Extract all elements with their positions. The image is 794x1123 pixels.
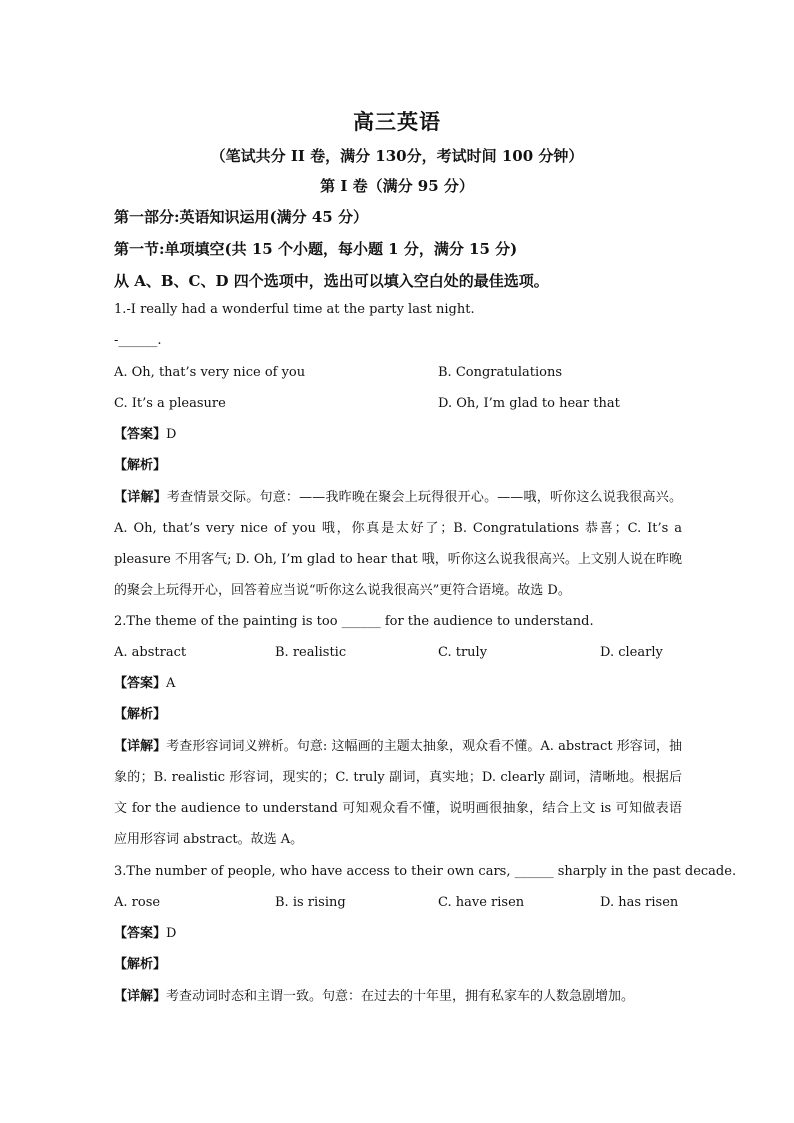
question-1-option-d: D. Oh, I’m glad to hear that	[438, 396, 620, 411]
question-3-option-a: A. rose	[114, 895, 161, 910]
question-2-option-d: D. clearly	[600, 645, 663, 660]
question-1-option-a: A. Oh, that’s very nice of you	[114, 365, 306, 380]
answer-label: 【答案】	[114, 926, 167, 941]
part-heading: 第一部分:英语知识运用(满分 45 分）	[114, 208, 368, 226]
question-1-response-blank: -______.	[114, 333, 162, 348]
question-2-answer	[114, 676, 175, 692]
question-3-analysis-label	[114, 957, 166, 973]
question-3-answer	[114, 926, 176, 942]
question-3-option-b: B. is rising	[275, 895, 346, 910]
answer-value: A	[166, 676, 176, 691]
analysis-label: 【解析】	[114, 957, 167, 972]
analysis-label: 【解析】	[114, 458, 167, 473]
answer-value: D	[166, 427, 177, 442]
question-2-option-b: B. realistic	[275, 645, 347, 660]
question-2-option-c: C. truly	[438, 645, 488, 660]
detail-label: 【详解】	[114, 989, 167, 1004]
question-2-analysis-label	[114, 707, 166, 723]
question-1-detail	[114, 482, 682, 606]
analysis-label: 【解析】	[114, 707, 167, 722]
detail-text: 考查情景交际。句意：——我昨晚在聚会上玩得很开心。——哦，听你这么说我很高兴。A. Oh, that’s very nice of you 哦，你真是太好了；B. Congratulations 恭喜；C. It’s a pleasure 不用客气; D. Oh, I’m glad to hear that 哦，听你这么说我很高兴。上文别人说在昨晚的聚会上玩得开心，回答着应当说“听你这么说我很高兴”更符合语境。故选 D。	[114, 490, 682, 598]
question-1-option-c: C. It’s a pleasure	[114, 396, 226, 411]
question-1-answer	[114, 427, 176, 443]
question-2-detail	[114, 731, 682, 855]
exam-info: （笔试共分 II 卷，满分 130分，考试时间 100 分钟）	[210, 147, 584, 165]
detail-label: 【详解】	[114, 739, 167, 754]
page-title: 高三英语	[353, 109, 441, 134]
detail-label: 【详解】	[114, 490, 167, 505]
detail-text: 考查形容词词义辨析。句意: 这幅画的主题太抽象，观众看不懂。A. abstract 形容词，抽象的；B. realistic 形容词，现实的；C. truly 副词，真实地；D. clearly 副词，清晰地。根据后文 for the audience to understand 可知观众看不懂，说明画很抽象，结合上文 is 可知做表语应用形容词 abstract。故选 A。	[114, 739, 682, 847]
question-2-stem: 2.The theme of the painting is too ______ for the audience to understand.	[114, 614, 594, 629]
answer-label: 【答案】	[114, 427, 167, 442]
instruction-text: 从 A、B、C、D 四个选项中，选出可以填入空白处的最佳选项。	[114, 272, 549, 290]
subsection-heading: 第一节:单项填空(共 15 个小题，每小题 1 分，满分 15 分)	[114, 240, 518, 258]
question-1-analysis-label	[114, 458, 166, 474]
detail-text: 考查动词时态和主谓一致。句意：在过去的十年里，拥有私家车的人数急剧增加。	[166, 989, 635, 1004]
section-heading: 第 I 卷（满分 95 分）	[320, 177, 474, 195]
answer-label: 【答案】	[114, 676, 167, 691]
question-3-option-d: D. has risen	[600, 895, 679, 910]
question-3-option-c: C. have risen	[438, 895, 525, 910]
answer-value: D	[166, 926, 177, 941]
question-1-option-b: B. Congratulations	[438, 365, 563, 380]
question-2-option-a: A. abstract	[114, 645, 187, 660]
question-3-detail	[114, 981, 682, 1012]
question-1-stem: 1.-I really had a wonderful time at the party last night.	[114, 302, 475, 317]
question-3-stem: 3.The number of people, who have access to their own cars, ______ sharply in the past decade.	[114, 864, 737, 879]
